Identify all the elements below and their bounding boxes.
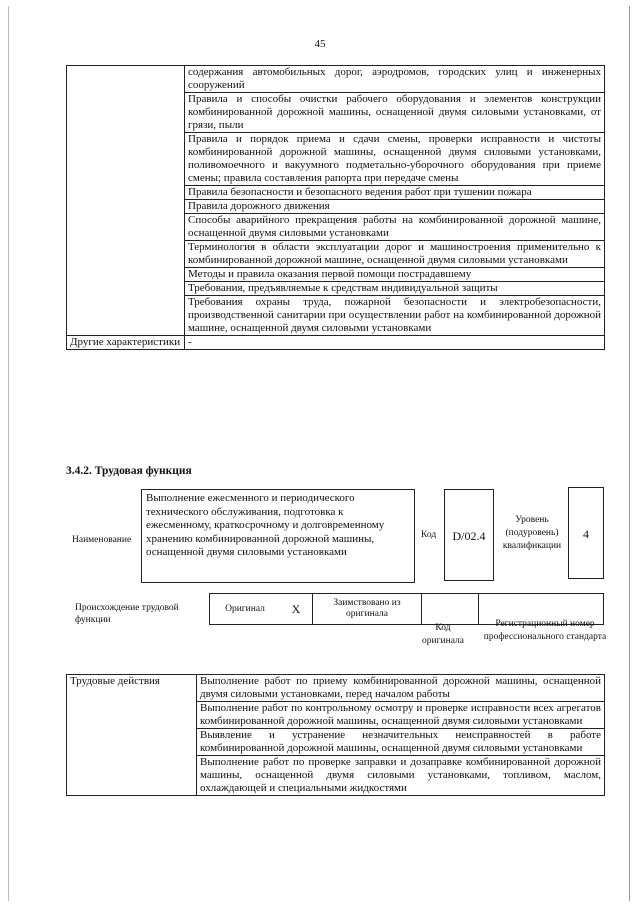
knowledge-item: Правила и способы очистки рабочего оборудования и элементов конструкции комбинированной дорожной машины, оснащенной двумя силовыми установками, от грязи, пыли [185,93,605,133]
other-characteristics-value: - [185,336,605,350]
knowledge-item: Правила безопасности и безопасного ведения работ при тушении пожара [185,186,605,200]
table-row [67,66,605,93]
knowledge-item: Методы и правила оказания первой помощи пострадавшему [185,268,605,282]
labor-action-item: Выявление и устранение незначительных неисправностей в работе комбинированной дорожной машины, оснащенной двумя силовыми установками [197,729,605,756]
table-row [67,336,605,350]
registration-number-label: Регистрационный номер профессионального стандарта [483,619,607,642]
labor-actions-label: Трудовые действия [67,675,197,796]
table-row [67,675,605,702]
knowledge-item: Правила и порядок приема и сдачи смены, проверки исправности и чистоты комбинированной дорожной машины, оснащенной двумя силовыми установками, поливомоечного и вакуумного подметально-уборочного оборудования при приеме смены; правила составления рапорта при передаче смены [185,133,605,186]
code-label: Код [421,530,437,540]
qualification-level-box: 4 [568,487,604,579]
labor-action-item: Выполнение работ по проверке заправки и дозаправке комбинированной дорожной машины, оснащенной двумя силовыми установками, топливом, маслом, охлаждающей и специальными жидкостями [197,756,605,796]
labor-action-item: Выполнение работ по контрольному осмотру и проверке исправности всех агрегатов комбинированной дорожной машины, оснащенной двумя силовыми установками [197,702,605,729]
knowledge-table [66,65,605,350]
original-mark: X [280,594,313,625]
other-characteristics-label: Другие характеристики [67,336,185,350]
knowledge-item: Требования, предъявляемые к средствам индивидуальной защиты [185,282,605,296]
original-code-label: Код оригинала [422,623,464,646]
knowledge-item: Терминология в области эксплуатации дорог и машиностроения применительно к комбинированной дорожной машине, оснащенной двумя силовыми установками [185,241,605,268]
knowledge-item: содержания автомобильных дорог, аэродромов, городских улиц и инженерных сооружений [185,66,605,93]
borrowed-label: Заимствовано из оригинала [313,594,422,625]
original-label: Оригинал [210,594,281,625]
knowledge-label-cell [67,66,185,336]
knowledge-item: Правила дорожного движения [185,200,605,214]
labor-actions-table [66,674,605,796]
knowledge-item: Способы аварийного прекращения работы на комбинированной дорожной машине, оснащенной двумя силовыми установками [185,214,605,241]
knowledge-item: Требования охраны труда, пожарной безопасности и электробезопасности, производственной санитарии при осуществлении работ на комбинированной дорожной машине, оснащенной двумя силовыми установками [185,296,605,336]
original-code-cell [422,594,479,625]
origin-label: Происхождение трудовой функции [75,603,179,625]
page-number: 45 [314,38,326,50]
qualification-level-label: Уровень (подуровень) квалификации [502,515,562,551]
section-heading: 3.4.2. Трудовая функция [66,465,192,477]
labor-action-item: Выполнение работ по приему комбинированной дорожной машины, оснащенной двумя силовыми установками, перед началом работы [197,675,605,702]
code-box: D/02.4 [444,489,494,581]
function-name-box: Выполнение ежесменного и периодического технического обслуживания, подготовка к ежесменному, краткосрочному и долговременному хранению комбинированной дорожной машины, оснащенной двумя силовыми установками [141,489,415,583]
name-label: Наименование [72,535,132,545]
